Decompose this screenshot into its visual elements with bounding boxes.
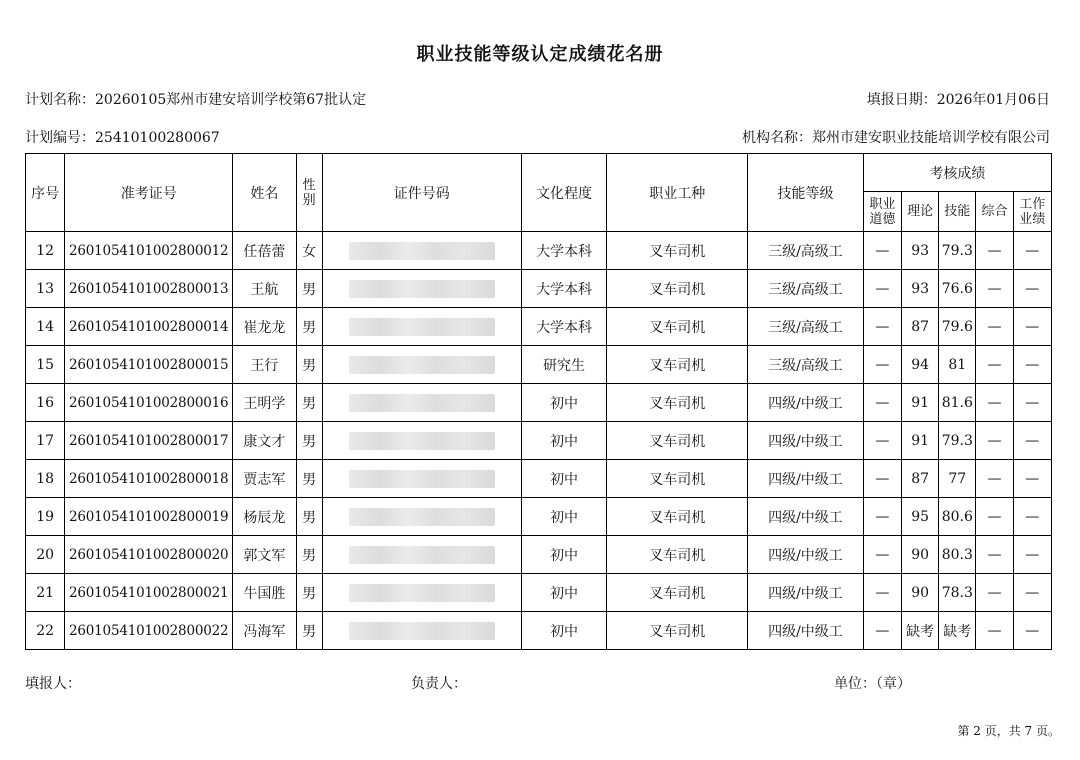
principal-label: 负责人： xyxy=(411,676,467,692)
cell-gender: 男 xyxy=(296,384,322,422)
redaction-blur xyxy=(349,280,495,298)
cell-theory: 95 xyxy=(902,498,939,536)
redaction-blur xyxy=(349,356,495,374)
header-skill-level: 技能等级 xyxy=(748,154,864,232)
cell-gender: 男 xyxy=(296,346,322,384)
cell-gender: 男 xyxy=(296,270,322,308)
cell-seq: 19 xyxy=(26,498,65,536)
table-row xyxy=(26,308,1052,346)
cell-skill: 77 xyxy=(939,460,976,498)
cell-id-number-redacted xyxy=(322,270,521,308)
cell-work: — xyxy=(1013,308,1051,346)
cell-skill: 80.6 xyxy=(939,498,976,536)
header-ticket: 准考证号 xyxy=(65,154,233,232)
cell-occupation: 叉车司机 xyxy=(607,232,748,270)
cell-occupation: 叉车司机 xyxy=(607,536,748,574)
cell-id-number-redacted xyxy=(322,612,521,650)
cell-ticket: 2601054101002800015 xyxy=(65,346,233,384)
cell-work: — xyxy=(1013,460,1051,498)
organization xyxy=(742,127,1050,147)
cell-seq: 17 xyxy=(26,422,65,460)
cell-work: — xyxy=(1013,612,1051,650)
redaction-blur xyxy=(349,242,495,260)
table-body xyxy=(26,232,1052,650)
cell-overall: — xyxy=(976,384,1013,422)
cell-overall: — xyxy=(976,498,1013,536)
cell-education: 初中 xyxy=(521,498,606,536)
table-header xyxy=(26,154,1052,232)
cell-name: 冯海军 xyxy=(233,612,296,650)
cell-skill: 76.6 xyxy=(939,270,976,308)
redaction-blur xyxy=(349,508,495,526)
cell-work: — xyxy=(1013,346,1051,384)
fill-date-value: 2026年01月06日 xyxy=(936,92,1050,108)
header-ethics: 职业道德 xyxy=(863,192,901,232)
cell-overall: — xyxy=(976,460,1013,498)
cell-seq: 20 xyxy=(26,536,65,574)
cell-education: 大学本科 xyxy=(521,270,606,308)
cell-skill: 81.6 xyxy=(939,384,976,422)
header-name: 姓名 xyxy=(233,154,296,232)
cell-ticket: 2601054101002800018 xyxy=(65,460,233,498)
filler-label: 填报人： xyxy=(25,676,81,692)
cell-education: 大学本科 xyxy=(521,232,606,270)
cell-skill-level: 三级/高级工 xyxy=(748,232,864,270)
cell-occupation: 叉车司机 xyxy=(607,270,748,308)
table-row xyxy=(26,574,1052,612)
cell-skill: 79.3 xyxy=(939,232,976,270)
cell-skill-level: 四级/中级工 xyxy=(748,460,864,498)
cell-skill: 79.3 xyxy=(939,422,976,460)
cell-seq: 18 xyxy=(26,460,65,498)
cell-ethics: — xyxy=(863,232,901,270)
cell-work: — xyxy=(1013,232,1051,270)
header-seq: 序号 xyxy=(26,154,65,232)
cell-id-number-redacted xyxy=(322,384,521,422)
cell-education: 研究生 xyxy=(521,346,606,384)
cell-gender: 男 xyxy=(296,308,322,346)
cell-ethics: — xyxy=(863,536,901,574)
redaction-blur xyxy=(349,394,495,412)
cell-id-number-redacted xyxy=(322,536,521,574)
cell-seq: 14 xyxy=(26,308,65,346)
fill-date xyxy=(867,89,1050,109)
table-row xyxy=(26,422,1052,460)
cell-skill-level: 四级/中级工 xyxy=(748,536,864,574)
cell-skill-level: 三级/高级工 xyxy=(748,308,864,346)
cell-ticket: 2601054101002800012 xyxy=(65,232,233,270)
plan-name xyxy=(25,89,366,109)
header-overall: 综合 xyxy=(976,192,1013,232)
cell-skill: 81 xyxy=(939,346,976,384)
unit-seal-label: 单位：（章） xyxy=(834,676,911,692)
cell-occupation: 叉车司机 xyxy=(607,346,748,384)
cell-ticket: 2601054101002800022 xyxy=(65,612,233,650)
redaction-blur xyxy=(349,470,495,488)
cell-occupation: 叉车司机 xyxy=(607,308,748,346)
cell-overall: — xyxy=(976,308,1013,346)
cell-work: — xyxy=(1013,536,1051,574)
cell-ethics: — xyxy=(863,270,901,308)
cell-overall: — xyxy=(976,346,1013,384)
header-work: 工作业绩 xyxy=(1013,192,1051,232)
cell-ethics: — xyxy=(863,384,901,422)
cell-id-number-redacted xyxy=(322,308,521,346)
plan-name-value: 20260105郑州市建安培训学校第67批认定 xyxy=(95,92,367,108)
cell-theory: 93 xyxy=(902,270,939,308)
cell-education: 大学本科 xyxy=(521,308,606,346)
page-number: 第 2 页，共 7 页。 xyxy=(957,724,1060,738)
cell-id-number-redacted xyxy=(322,422,521,460)
cell-overall: — xyxy=(976,536,1013,574)
organization-value: 郑州市建安职业技能培训学校有限公司 xyxy=(812,130,1050,146)
cell-gender: 男 xyxy=(296,460,322,498)
document-title: 职业技能等级认定成绩花名册 xyxy=(416,44,664,65)
cell-id-number-redacted xyxy=(322,460,521,498)
cell-seq: 13 xyxy=(26,270,65,308)
cell-name: 郭文军 xyxy=(233,536,296,574)
cell-skill: 80.3 xyxy=(939,536,976,574)
cell-gender: 男 xyxy=(296,612,322,650)
cell-occupation: 叉车司机 xyxy=(607,498,748,536)
cell-skill: 78.3 xyxy=(939,574,976,612)
cell-ticket: 2601054101002800021 xyxy=(65,574,233,612)
cell-ticket: 2601054101002800019 xyxy=(65,498,233,536)
table-row xyxy=(26,612,1052,650)
cell-theory: 91 xyxy=(902,422,939,460)
cell-overall: — xyxy=(976,232,1013,270)
cell-education: 初中 xyxy=(521,612,606,650)
header-scores-group: 考核成绩 xyxy=(863,154,1051,192)
cell-overall: — xyxy=(976,612,1013,650)
cell-skill: 79.6 xyxy=(939,308,976,346)
header-skill: 技能 xyxy=(939,192,976,232)
cell-skill: 缺考 xyxy=(939,612,976,650)
cell-gender: 男 xyxy=(296,574,322,612)
table-row xyxy=(26,498,1052,536)
cell-occupation: 叉车司机 xyxy=(607,460,748,498)
redaction-blur xyxy=(349,318,495,336)
cell-ethics: — xyxy=(863,612,901,650)
fill-date-label: 填报日期： xyxy=(866,92,937,108)
cell-occupation: 叉车司机 xyxy=(607,612,748,650)
table-row xyxy=(26,460,1052,498)
plan-name-label: 计划名称： xyxy=(25,92,95,108)
redaction-blur xyxy=(349,432,495,450)
cell-ethics: — xyxy=(863,422,901,460)
table-row xyxy=(26,536,1052,574)
cell-theory: 缺考 xyxy=(902,612,939,650)
cell-ethics: — xyxy=(863,498,901,536)
cell-ticket: 2601054101002800013 xyxy=(65,270,233,308)
cell-name: 康文才 xyxy=(233,422,296,460)
cell-name: 王航 xyxy=(233,270,296,308)
cell-gender: 男 xyxy=(296,422,322,460)
cell-work: — xyxy=(1013,422,1051,460)
cell-overall: — xyxy=(976,270,1013,308)
cell-ticket: 2601054101002800014 xyxy=(65,308,233,346)
cell-ticket: 2601054101002800020 xyxy=(65,536,233,574)
cell-work: — xyxy=(1013,270,1051,308)
cell-seq: 16 xyxy=(26,384,65,422)
header-education: 文化程度 xyxy=(521,154,606,232)
redaction-blur xyxy=(349,546,495,564)
cell-name: 牛国胜 xyxy=(233,574,296,612)
cell-education: 初中 xyxy=(521,422,606,460)
cell-id-number-redacted xyxy=(322,232,521,270)
cell-work: — xyxy=(1013,574,1051,612)
cell-education: 初中 xyxy=(521,536,606,574)
cell-work: — xyxy=(1013,498,1051,536)
cell-seq: 21 xyxy=(26,574,65,612)
cell-name: 王行 xyxy=(233,346,296,384)
cell-name: 王明学 xyxy=(233,384,296,422)
cell-name: 崔龙龙 xyxy=(233,308,296,346)
redaction-blur xyxy=(349,622,495,640)
cell-id-number-redacted xyxy=(322,498,521,536)
cell-skill-level: 四级/中级工 xyxy=(748,574,864,612)
cell-theory: 87 xyxy=(902,460,939,498)
header-theory: 理论 xyxy=(902,192,939,232)
cell-work: — xyxy=(1013,384,1051,422)
cell-gender: 男 xyxy=(296,498,322,536)
cell-ticket: 2601054101002800017 xyxy=(65,422,233,460)
cell-seq: 12 xyxy=(26,232,65,270)
cell-seq: 15 xyxy=(26,346,65,384)
header-id-number: 证件号码 xyxy=(322,154,521,232)
cell-ethics: — xyxy=(863,460,901,498)
cell-name: 任蓓蕾 xyxy=(233,232,296,270)
cell-education: 初中 xyxy=(521,460,606,498)
cell-gender: 女 xyxy=(296,232,322,270)
organization-label: 机构名称： xyxy=(742,130,812,146)
header-gender: 性别 xyxy=(296,154,322,232)
cell-occupation: 叉车司机 xyxy=(607,384,748,422)
table-row xyxy=(26,232,1052,270)
cell-skill-level: 四级/中级工 xyxy=(748,498,864,536)
cell-id-number-redacted xyxy=(322,574,521,612)
table-row xyxy=(26,346,1052,384)
cell-theory: 94 xyxy=(902,346,939,384)
cell-occupation: 叉车司机 xyxy=(607,422,748,460)
cell-ethics: — xyxy=(863,308,901,346)
cell-skill-level: 三级/高级工 xyxy=(748,346,864,384)
cell-seq: 22 xyxy=(26,612,65,650)
cell-education: 初中 xyxy=(521,574,606,612)
cell-ethics: — xyxy=(863,574,901,612)
cell-overall: — xyxy=(976,422,1013,460)
plan-code xyxy=(25,127,220,147)
cell-theory: 93 xyxy=(902,232,939,270)
cell-skill-level: 四级/中级工 xyxy=(748,612,864,650)
cell-skill-level: 四级/中级工 xyxy=(748,422,864,460)
cell-theory: 90 xyxy=(902,574,939,612)
cell-skill-level: 三级/高级工 xyxy=(748,270,864,308)
plan-code-label: 计划编号： xyxy=(25,130,95,146)
cell-theory: 87 xyxy=(902,308,939,346)
cell-overall: — xyxy=(976,574,1013,612)
score-roster-table xyxy=(25,153,1052,650)
cell-ticket: 2601054101002800016 xyxy=(65,384,233,422)
cell-skill-level: 四级/中级工 xyxy=(748,384,864,422)
redaction-blur xyxy=(349,584,495,602)
cell-ethics: — xyxy=(863,346,901,384)
table-row xyxy=(26,270,1052,308)
cell-education: 初中 xyxy=(521,384,606,422)
cell-gender: 男 xyxy=(296,536,322,574)
table-row xyxy=(26,384,1052,422)
plan-code-value: 25410100280067 xyxy=(95,130,220,146)
cell-theory: 90 xyxy=(902,536,939,574)
cell-occupation: 叉车司机 xyxy=(607,574,748,612)
cell-id-number-redacted xyxy=(322,346,521,384)
cell-name: 贾志军 xyxy=(233,460,296,498)
header-occupation: 职业工种 xyxy=(607,154,748,232)
cell-name: 杨辰龙 xyxy=(233,498,296,536)
cell-theory: 91 xyxy=(902,384,939,422)
